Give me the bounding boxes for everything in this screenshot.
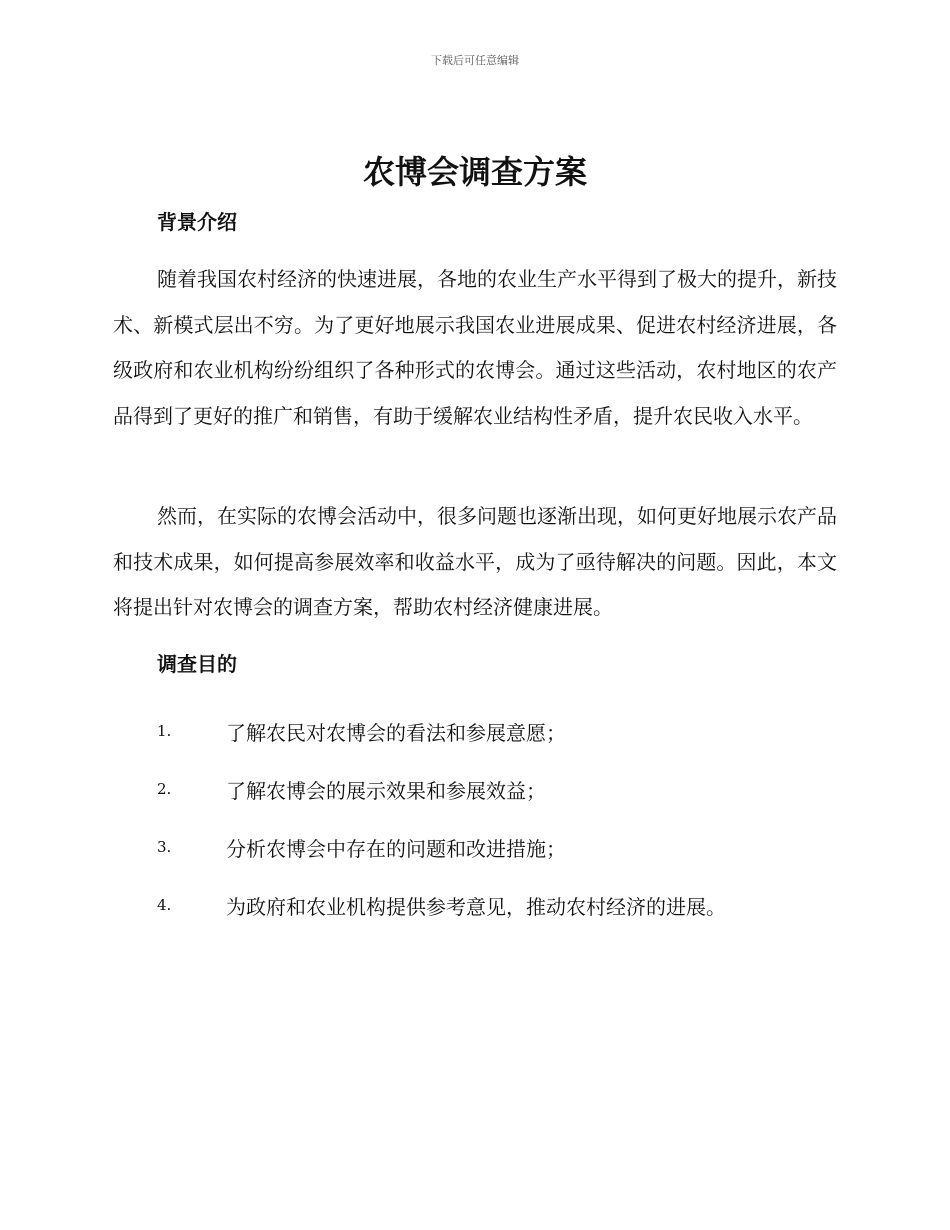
background-paragraph-1: 随着我国农村经济的快速进展，各地的农业生产水平得到了极大的提升，新技术、新模式层出不穷。为了更好地展示我国农业进展成果、促进农村经济进展，各级政府和农业机构纷纷组织了各种形式的农博会。通过这些活动，农村地区的农产品得到了更好的推广和销售，有助于缓解农业结构性矛盾，提升农民收入水平。 bbox=[113, 267, 837, 428]
background-paragraph-2: 然而，在实际的农博会活动中，很多问题也逐渐出现，如何更好地展示农产品和技术成果，如何提高参展效率和收益水平，成为了亟待解决的问题。因此，本文将提出针对农博会的调查方案，帮助农村经济健康进展。 bbox=[113, 504, 837, 619]
list-item bbox=[157, 818, 857, 876]
list-item bbox=[157, 876, 857, 934]
list-item-number: 3. bbox=[157, 838, 172, 856]
list-item-number: 4. bbox=[157, 896, 172, 914]
list-item bbox=[157, 702, 857, 760]
list-item bbox=[157, 760, 857, 818]
list-item-number: 2. bbox=[157, 780, 172, 798]
page-header-note: 下载后可任意编辑 bbox=[431, 54, 519, 67]
list-item-text: 为政府和农业机构提供参考意见，推动农村经济的进展。 bbox=[226, 894, 726, 919]
list-item-text: 了解农博会的展示效果和参展效益； bbox=[226, 778, 546, 803]
list-item-text: 分析农博会中存在的问题和改进措施； bbox=[226, 836, 566, 861]
section-heading-purpose: 调查目的 bbox=[157, 652, 237, 676]
list-item-number: 1. bbox=[157, 722, 172, 740]
list-item-text: 了解农民对农博会的看法和参展意愿； bbox=[226, 720, 566, 745]
section-heading-background: 背景介绍 bbox=[157, 210, 237, 234]
purpose-list bbox=[157, 702, 857, 934]
document-title: 农博会调查方案 bbox=[362, 153, 587, 191]
